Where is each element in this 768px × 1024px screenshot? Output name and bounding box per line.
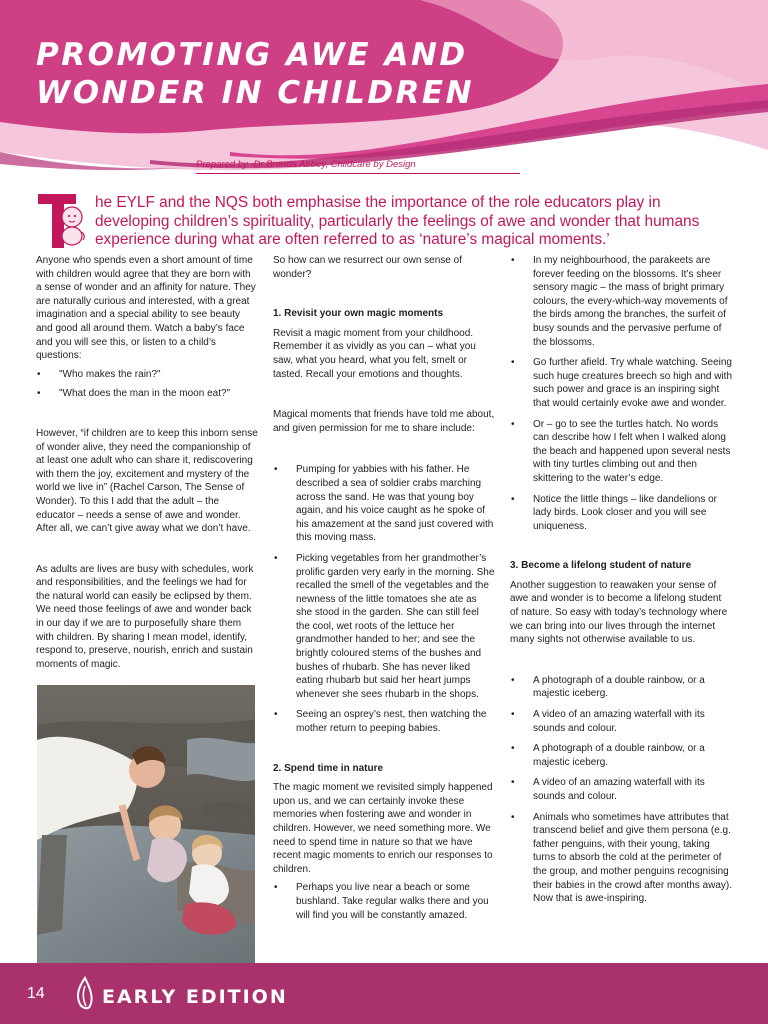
list-item: • "What does the man in the moon eat?" <box>36 387 258 401</box>
list-item: • Animals who sometimes have attributes that transcend belief and give them persona (e.g. father penguins, with their young, taking turns to absorb the cold at the perimeter of the group, and mother penguins recognising their babies in the crowd after months away). Now that is awe-inspiring. <box>510 811 732 906</box>
flame-leaf-icon <box>74 976 96 1012</box>
photo-children-rockpool <box>37 685 255 965</box>
paragraph: So how can we resurrect our own sense of wonder? <box>273 255 462 280</box>
list-item: • "Who makes the rain?" <box>36 368 258 382</box>
section-heading: 1. Revisit your own magic moments <box>273 308 444 320</box>
list-item: • In my neighbourhood, the parakeets are forever feeding on the blossoms. It’s sheer sensory magic – the mass of bright primary colours, the every-which-way movements of the birds among the branches, the surfeit of busy sounds and the pervasive perfume of the blossoms. <box>510 254 732 349</box>
list-item: • Picking vegetables from her grandmother’s prolific garden very early in the morning. She recalled the smell of the vegetables and the newness of the little tomatoes she ate as she stood in the garden. She can still feel the cool, wet roots of the lettuce her grandmother handed to her; and see the brightly coloured stems of the bushes and bushes of rhubarb. She has never liked eating rhubarb but said her heart jumps whenever she sees rhubarb in the shops. <box>273 552 495 702</box>
paragraph: Anyone who spends even a short amount of time with children would agree that they are born with a sense of wonder and an affinity for nature. They are naturally curious and interested, with a great imagination and a special ability to see beauty and good all around them. Watch a baby’s face and you will see this, or listen to a child’s questions: <box>36 255 256 362</box>
byline: Prepared by -Dr Brenda Abbey, Childcare by Design <box>196 159 520 174</box>
paragraph: However, “if children are to keep this inborn sense of wonder alive, they need the companionship of at least one adult who can share it, rediscovering with them the joy, excitement and mystery of the world we live in” (Rachel Carson, The Sense of Wonder). To this I add that the adult – the educator – needs a sense of awe and wonder. After all, we can’t give away what we don’t have. <box>36 427 258 535</box>
footer-bar <box>0 963 768 1024</box>
list-item: • Pumping for yabbies with his father. He described a sea of soldier crabs marching across the sand. He was that young boy again, and his voice caught as he spoke of his amazement at the sand just covered with this moving mass. <box>273 463 495 545</box>
article-title-line-2: WONDER IN CHILDREN <box>36 75 475 111</box>
paragraph: The magic moment we revisited simply happened upon us, and we can certainly invoke these memories when fostering awe and wonder in children. However, we need something more. We need to spend time in nature so that we have recent magic moments to enrich our responses to children. <box>273 782 493 875</box>
list-item: • Notice the little things – like dandelions or lady birds. Look closer and you will see uniqueness. <box>510 493 732 534</box>
list-item: • Go further afield. Try whale watching. Seeing such huge creatures breech so high and with such power and grace is an inspiring sight that would certainly evoke awe and wonder. <box>510 356 732 410</box>
paragraph: Revisit a magic moment from your childhood. Remember it as vividly as you can – what you saw, what you heard, what you felt, smelt or tasted. Recall your emotions and thoughts. <box>273 327 476 380</box>
brand-name: EARLY EDITION <box>102 986 288 1008</box>
article-title-line-1: PROMOTING AWE AND <box>36 37 468 73</box>
paragraph: Magical moments that friends have told me about, and given permission for me to share include: <box>273 409 495 434</box>
intro-paragraph: he EYLF and the NQS both emphasise the importance of the role educators play in developing children’s spirituality, particularly the feelings of awe and wonder that humans experience during what are often referred to as ‘nature’s magical moments.’ <box>95 194 700 249</box>
list-item: • Seeing an osprey’s nest, then watching the mother return to peeping babies. <box>273 708 495 735</box>
list-item: • A photograph of a double rainbow, or a majestic iceberg. <box>510 742 732 769</box>
paragraph: As adults are lives are busy with schedules, work and responsibilities, and the feelings we had for the natural world can easily be eclipsed by them. We need those feelings of awe and wonder back in our day if we are to purposefully share them with children. By sharing I mean model, identify, respond to, preserve, nourish, enrich and sustain moments of magic. <box>36 563 254 670</box>
column-1 <box>36 254 258 671</box>
dropcap-t-icon <box>36 192 92 250</box>
list-item: • Or – go to see the turtles hatch. No words can describe how I felt when I walked along the beach and happened upon several nests with tiny turtles climbing out and then skittering to the water’s edge. <box>510 418 732 486</box>
page-number: 14 <box>27 985 45 1002</box>
list-item: • A video of an amazing waterfall with its sounds and colour. <box>510 708 732 735</box>
paragraph: Another suggestion to reawaken your sense of awe and wonder is to become a lifelong student of nature. So easy with today’s technology where we can bring into our lives through the internet many sights not otherwise available to us. <box>510 579 728 646</box>
column-3 <box>510 254 732 906</box>
list-item: • A video of an amazing waterfall with its sounds and colour. <box>510 776 732 803</box>
section-heading: 2. Spend time in nature <box>273 762 384 774</box>
section-heading: 3. Become a lifelong student of nature <box>510 560 692 572</box>
list-item: • Perhaps you live near a beach or some bushland. Take regular walks there and you will find you will be constantly amazed. <box>273 881 495 922</box>
list-item: • A photograph of a double rainbow, or a majestic iceberg. <box>510 674 732 701</box>
column-2 <box>273 254 495 922</box>
